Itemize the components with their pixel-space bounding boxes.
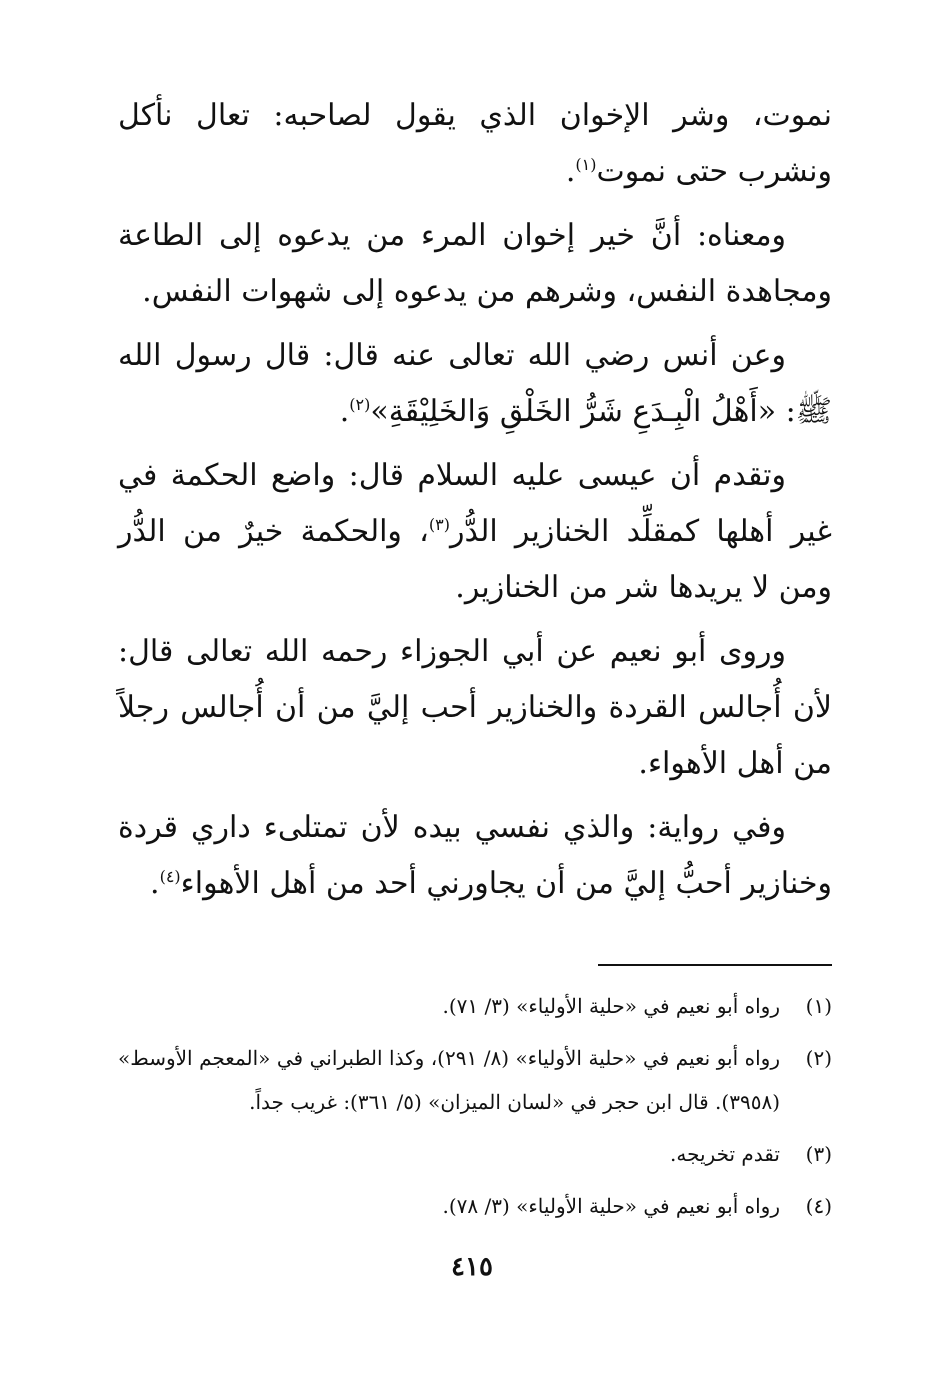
page-number: ٤١٥	[451, 1252, 493, 1282]
paragraph-text: وفي رواية: والذي نفسي بيده لأن تمتلىء داري قردة وخنازير أحبُّ إليَّ من أن يجاورني أحد من أهل الأهواء	[118, 810, 832, 901]
footnote-number: (٢)	[805, 1046, 832, 1070]
footnotes	[118, 984, 832, 1236]
footnote-1	[118, 984, 832, 1028]
paragraph-text-tail: ، والحكمة خيرٌ من الدُّر ومن لا يريدها شر من الخنازير.	[118, 514, 832, 605]
paragraph-1	[118, 88, 832, 200]
footnote-number: (١)	[805, 994, 832, 1018]
footnote-text: تقدم تخريجه.	[670, 1142, 780, 1166]
footnote-divider	[598, 964, 832, 966]
paragraph-text-tail: .	[150, 866, 160, 901]
paragraph-text-tail: .	[565, 154, 576, 189]
footnote-text: رواه أبو نعيم في «حلية الأولياء» (٣/ ٧٨).	[442, 1194, 780, 1218]
paragraph-text-tail: .	[339, 394, 350, 429]
footnote-2	[118, 1036, 832, 1124]
paragraph-6	[118, 800, 832, 912]
footnote-number: (٣)	[805, 1142, 832, 1166]
paragraph-text: وتقدم أن عيسى عليه السلام قال: واضع الحكمة في غير أهلها كمقلِّد الخنازير الدُّر	[118, 458, 832, 549]
paragraph-text: ومعناه: أنَّ خير إخوان المرء من يدعوه إلى الطاعة ومجاهدة النفس، وشرهم من يدعوه إلى شهوات النفس.	[118, 218, 832, 309]
paragraph-4	[118, 448, 832, 616]
footnote-text: رواه أبو نعيم في «حلية الأولياء» (٨/ ٢٩١)، وكذا الطبراني في «المعجم الأوسط» (٣٩٥٨). قال ابن حجر في «لسان الميزان» (٥/ ٣٦١): غريب جداً.	[118, 1046, 780, 1114]
main-text	[118, 88, 832, 920]
paragraph-text: وروى أبو نعيم عن أبي الجوزاء رحمه الله تعالى قال: لأن أُجالس القردة والخنازير أحب إليَّ من أن أُجالس رجلاً من أهل الأهواء.	[118, 634, 832, 781]
footnote-number: (٤)	[805, 1194, 832, 1218]
footnote-ref-2: (٢)	[349, 395, 371, 414]
footnote-ref-3: (٣)	[428, 515, 450, 534]
paragraph-2	[118, 208, 832, 320]
paragraph-text: نموت، وشر الإخوان الذي يقول لصاحبه: تعال نأكل ونشرب حتى نموت	[118, 98, 832, 189]
footnote-ref-4: (٤)	[159, 867, 181, 886]
footnote-ref-1: (١)	[575, 155, 597, 174]
footnote-4	[118, 1184, 832, 1228]
paragraph-text: وعن أنس رضي الله تعالى عنه قال: قال رسول الله ﷺ: «أَهْلُ الْبِـدَعِ شَرُّ الخَلْقِ وَالخَلِيْقَةِ»	[118, 338, 832, 429]
paragraph-5	[118, 624, 832, 792]
footnote-text: رواه أبو نعيم في «حلية الأولياء» (٣/ ٧١).	[442, 994, 780, 1018]
paragraph-3	[118, 328, 832, 440]
footnote-3	[118, 1132, 832, 1176]
